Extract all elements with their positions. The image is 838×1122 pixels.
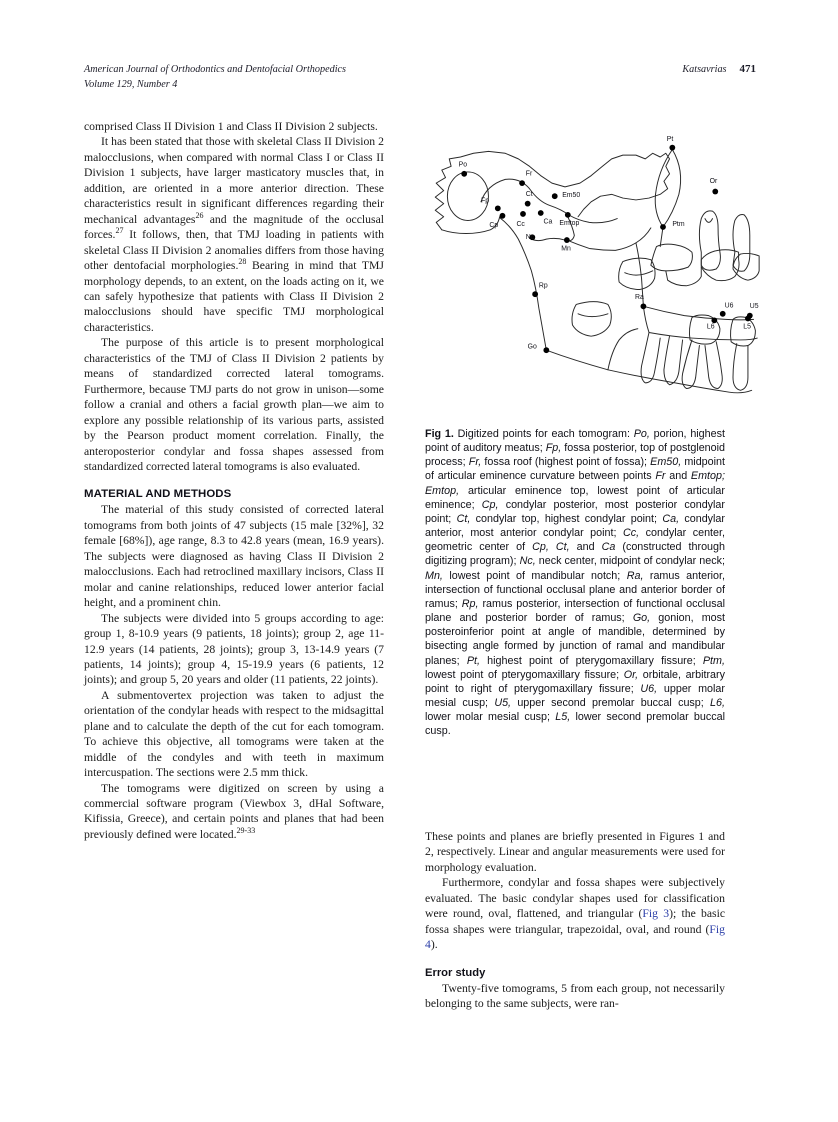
caption-text: midpoint of articular eminence curvature between points <box>425 456 725 483</box>
figure-4-link[interactable]: Fig 4 <box>425 922 725 952</box>
digitized-point-or <box>712 189 718 195</box>
caption-abbreviation: Fr <box>655 470 666 483</box>
paragraph-purpose <box>84 335 384 474</box>
caption-text: and <box>665 470 691 483</box>
paragraph-submentovertex <box>84 688 384 781</box>
caption-abbreviation: Emtop; Emtop, <box>425 470 725 497</box>
digitized-point-em50 <box>552 193 558 199</box>
point-label-cc: Cc <box>516 221 525 229</box>
point-label-l5: L5 <box>743 323 751 331</box>
journal-volume-issue: Volume 129, Number 4 <box>84 78 178 90</box>
left-text-column <box>84 119 384 842</box>
point-label-fp: Fp <box>481 197 490 205</box>
caption-text: and <box>569 541 602 554</box>
point-label-or: Or <box>709 178 718 186</box>
caption-abbreviation: Ptm, <box>702 654 725 667</box>
tomogram-line-drawing <box>425 119 761 419</box>
caption-abbreviation: Ca, <box>662 512 680 525</box>
caption-abbreviation: Cp, <box>481 498 499 511</box>
point-label-l6: L6 <box>706 323 715 331</box>
point-label-emtop: Emtop <box>559 220 580 228</box>
paragraph-text: Bearing in mind that TMJ morphology depends, to an extent, on the loads acting on it, we can safely hypothesize that patients with Class II Division 2 malocclusions should have specific TMJ morphological characteristics. <box>84 259 384 334</box>
caption-text: orbitale, arbitrary point to right of pterygomaxillary fissure; <box>425 668 725 695</box>
digitized-point-go <box>543 347 549 353</box>
caption-abbreviation: Ra, <box>626 569 644 582</box>
paragraph-text: Twenty-five tomograms, 5 from each group, not necessarily belonging to the same subjects, were ran- <box>425 981 725 1011</box>
caption-text: lowest point of mandibular notch; <box>442 569 627 582</box>
digitized-point-ct <box>525 201 531 207</box>
page-number: 471 <box>739 63 756 75</box>
reference-marker: 26 <box>195 210 204 220</box>
digitized-point-pt <box>669 145 675 151</box>
caption-text: lower second premolar buccal cusp. <box>425 711 725 738</box>
point-label-mn: Mn <box>561 245 571 253</box>
reference-marker: 29-33 <box>236 826 256 836</box>
caption-abbreviation: Nc, <box>519 555 536 568</box>
figure-1-image <box>425 119 761 419</box>
paragraph-text: ). <box>430 938 438 952</box>
subheading-error-study: Error study <box>425 966 486 979</box>
point-label-po: Po <box>458 161 468 169</box>
point-label-go: Go <box>527 343 537 351</box>
caption-text: ramus posterior, intersection of functional occlusal plane and posterior border of ramus; <box>425 597 725 625</box>
paragraph-text: The tomograms were digitized on screen by using a commercial software program (Viewbox 3, dHal Software, Kifissia, Greece), and certain points and planes that had been previously defined were located. <box>84 781 384 841</box>
point-label-ct: Ct <box>525 191 533 199</box>
caption-abbreviation: Cp, Ct, <box>532 541 570 554</box>
paragraph-shapes <box>425 875 725 952</box>
digitized-point-emtop <box>565 212 571 218</box>
running-head-author: Katsavrias <box>682 64 727 75</box>
paragraph-text: It has been stated that those with skeletal Class II Division 2 malocclusions, when compared with normal Class I or Class II Division 1 subjects, have larger masticatory muscles that, in addition, are oriented in a more anterior direction. These characteristics result in significant differences regarding their mechanical advantages <box>84 135 384 226</box>
caption-abbreviation: L5, <box>555 711 571 724</box>
reference-marker: 28 <box>238 257 247 267</box>
paragraph-groups <box>84 611 384 688</box>
point-label-ptm: Ptm <box>672 221 685 229</box>
point-label-u6: U6 <box>724 302 734 310</box>
point-label-pt: Pt <box>666 136 674 144</box>
caption-abbreviation: Pt, <box>466 654 480 667</box>
paragraph-points-and-planes <box>425 829 725 875</box>
paragraph-text: ); the basic fossa shapes were triangular, trapezoidal, oval, and round ( <box>425 907 726 936</box>
paragraph-text: The subjects were divided into 5 groups according to age: group 1, 8-10.9 years (9 patients, 18 joints); group 2, age 11-12.9 years (14 patients, 28 joints); group 3, 13-14.9 years (7 patients, 14 joints); group 4, 15-19.9 years (6 patients, 12 joints); and group 5, 20 years and older (11 patients, 22 joints). <box>84 611 384 687</box>
paragraph-text: Furthermore, condylar and fossa shapes were subjectively evaluated. The basic condylar shapes used for classification were round, oval, flattened, and triangular ( <box>425 876 725 921</box>
caption-text: condylar posterior, most posterior condylar point; <box>425 498 725 525</box>
caption-text: fossa posterior, top of postglenoid process; <box>425 442 726 469</box>
caption-abbreviation: Rp, <box>461 597 479 610</box>
caption-text: condylar center, geometric center of <box>425 527 725 554</box>
point-label-fr: Fr <box>525 170 533 178</box>
point-label-u5: U5 <box>749 303 759 311</box>
caption-text: (constructed through digitizing program); <box>425 541 725 568</box>
digitized-point-cp <box>500 213 506 219</box>
digitized-point-ra <box>641 303 647 309</box>
digitized-point-group <box>459 136 759 353</box>
figure-1-caption <box>425 427 725 738</box>
caption-text: condylar anterior, most anterior condylar point; <box>425 512 725 540</box>
caption-text: upper molar mesial cusp; <box>425 682 725 709</box>
caption-text: gonion, most posteroinferior point at angle of mandible, determined by bisecting angle formed by junction of ramal and mandibular planes; <box>425 612 725 667</box>
caption-text: condylar top, highest condylar point; <box>470 512 663 525</box>
digitized-point-mn <box>564 237 570 243</box>
paragraph-error-study <box>425 981 725 1012</box>
point-label-cp: Cp <box>489 222 499 229</box>
figure-label: Fig 1. <box>425 428 454 440</box>
paragraph-text: A submentovertex projection was taken to adjust the orientation of the condylar heads with respect to the midsagittal plane and to calculate the depth of the cut for each tomogram. To achieve this objective, all tomograms were taken at the middle of the condyles and with teeth in maximum intercuspation. The sections were 2.5 mm thick. <box>84 688 384 780</box>
figure-3-link[interactable]: Fig 3 <box>642 907 670 921</box>
caption-text: articular eminence top, lowest point of articular eminence; <box>425 484 725 511</box>
caption-text: highest point of pterygomaxillary fissure; <box>480 654 703 667</box>
digitized-point-fr <box>519 180 525 186</box>
caption-abbreviation: L6, <box>710 696 725 709</box>
digitized-point-rp <box>532 291 538 297</box>
digitized-point-cc <box>520 211 526 217</box>
paragraph-text: These points and planes are briefly presented in Figures 1 and 2, respectively. Linear and angular measurements were used for morphology evaluation. <box>425 830 725 874</box>
digitized-point-fp <box>495 205 501 211</box>
caption-abbreviation: Po, <box>633 428 650 440</box>
caption-abbreviation: Or, <box>623 668 639 681</box>
caption-abbreviation: Fr, <box>468 456 482 469</box>
paragraph-text: It follows, then, that TMJ loading in patients with skeletal Class II Division 2 anomalies differs from those having other dentofacial morphologies. <box>84 228 384 273</box>
caption-text: lowest point of pterygomaxillary fissure; <box>425 668 624 681</box>
digitized-point-l6 <box>711 317 717 323</box>
caption-abbreviation: Em50, <box>650 456 682 469</box>
caption-text: ramus anterior, intersection of functional occlusal plane and anterior border of ramus; <box>425 569 725 610</box>
caption-text: neck center, midpoint of condylar neck; <box>535 555 725 568</box>
right-text-column <box>425 829 725 1012</box>
digitized-point-l5 <box>745 316 751 322</box>
caption-abbreviation: U5, <box>494 696 512 709</box>
caption-text: fossa roof (highest point of fossa); <box>481 456 651 469</box>
paragraph-text: comprised Class II Division 1 and Class II Division 2 subjects. <box>84 120 378 133</box>
digitized-point-u6 <box>720 311 726 317</box>
point-label-em50: Em50 <box>562 192 581 200</box>
paragraph-text: The material of this study consisted of corrected lateral tomograms from both joints of 47 subjects (15 male [32%], 32 female [68%]), age range, 8.3 to 42.8 years (mean, 16.9 years). The subjects were diagnosed as having Class II Division 2 malocclusions. Each had retroclined maxillary incisors, Class II molar and canine relationships, reduced lower anterior facial height, and a prominent chin. <box>84 503 384 610</box>
point-label-nc: Nc <box>525 234 535 242</box>
paragraph-material <box>84 502 384 610</box>
point-label-ca: Ca <box>543 218 553 226</box>
paragraph-digitizing <box>84 781 384 843</box>
caption-text: lower molar mesial cusp; <box>425 711 556 724</box>
point-label-rp: Rp <box>538 282 548 290</box>
digitized-point-ptm <box>660 224 666 230</box>
digitized-point-po <box>461 171 467 177</box>
caption-abbreviation: Fp, <box>545 442 562 455</box>
digitized-point-ca <box>538 210 544 216</box>
caption-abbreviation: Ca <box>601 541 616 554</box>
section-heading-material-and-methods: MATERIAL AND METHODS <box>84 488 232 501</box>
paragraph-text: The purpose of this article is to present morphological characteristics of the TMJ of Class II Division 2 patients by means of standardized corrected lateral tomograms. Furthermore, because TMJ parts do not grow in unison—some follow a cranial and others a facial growth plan—we aim to explore any possible relationship of its various parts, assisted by the Pearson product moment correlation. Finally, the anteroposterior condylar and fossa shapes assessed from standardized corrected lateral tomograms is also evaluated. <box>84 336 384 473</box>
caption-text: upper second premolar buccal cusp; <box>511 696 711 709</box>
caption-abbreviation: Cc, <box>622 527 640 540</box>
caption-abbreviation: Ct, <box>456 512 471 525</box>
caption-text: porion, highest point of auditory meatus; <box>425 428 725 455</box>
paragraph-text: and the magnitude of the occlusal forces. <box>84 212 385 242</box>
point-label-ra: Ra <box>635 293 644 301</box>
caption-abbreviation: Mn, <box>425 569 443 582</box>
figure-caption-body <box>425 428 725 737</box>
paragraph-skeletal-class <box>84 134 384 335</box>
reference-marker: 27 <box>115 226 124 236</box>
paragraph-continuation <box>84 119 384 134</box>
caption-text: Digitized points for each tomogram: <box>453 428 634 440</box>
caption-abbreviation: U6, <box>640 682 658 695</box>
running-head <box>84 62 756 92</box>
caption-abbreviation: Go, <box>632 612 651 625</box>
journal-title-line1: American Journal of Orthodontics and Dentofacial Orthopedics <box>84 64 347 75</box>
